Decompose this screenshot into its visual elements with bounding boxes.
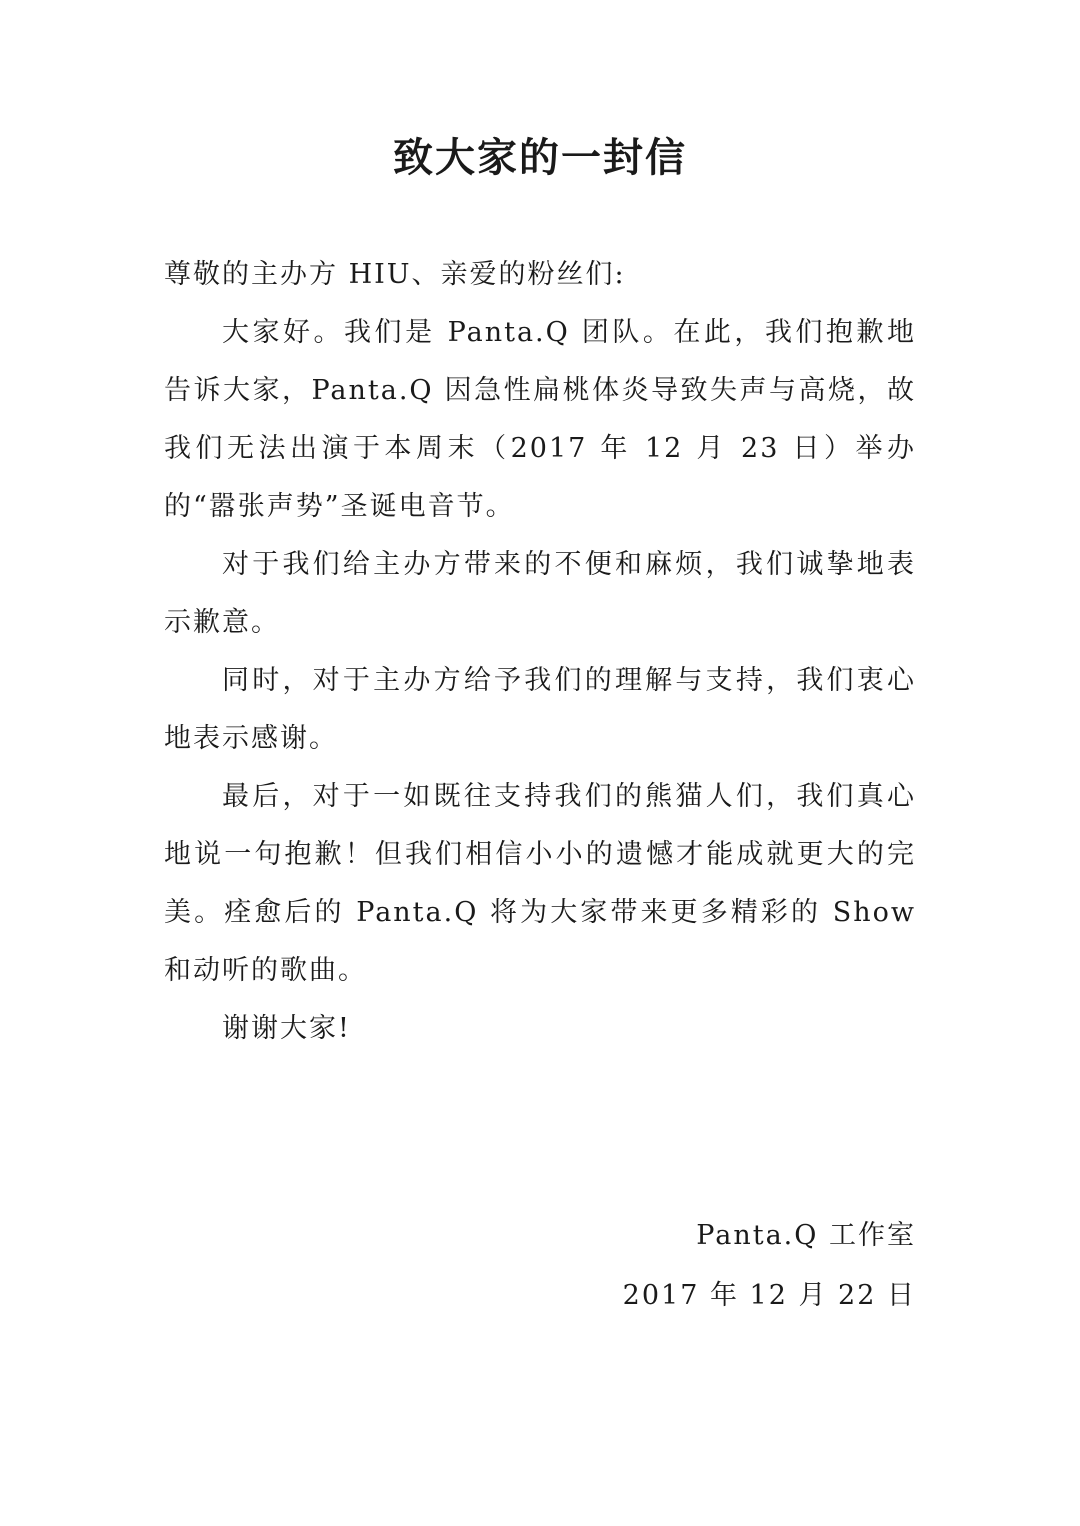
paragraph-closing: 谢谢大家! xyxy=(222,1013,351,1044)
page-title: 致大家的一封信 xyxy=(393,135,687,181)
signature-date: 2017 年 12 月 22 日 xyxy=(622,1280,916,1311)
signature-block xyxy=(623,1206,916,1326)
paragraph-fans: 最后，对于一如既往支持我们的熊猫人们，我们真心地说一句抱歉！但我们相信小小的遗憾才能成就更大的完美。痊愈后的 Panta.Q 将为大家带来更多精彩的 Show 和动听的歌曲。 xyxy=(164,781,916,986)
letter-body xyxy=(164,246,916,1058)
signature-sender: Panta.Q 工作室 xyxy=(696,1220,916,1251)
paragraph-apology: 对于我们给主办方带来的不便和麻烦，我们诚挚地表示歉意。 xyxy=(164,549,916,638)
greeting: 尊敬的主办方 HIU、亲爱的粉丝们: xyxy=(164,259,626,290)
paragraph-announcement: 大家好。我们是 Panta.Q 团队。在此，我们抱歉地告诉大家，Panta.Q 因急性扁桃体炎导致失声与高烧，故我们无法出演于本周末（2017 年 12 月 23 日）举办的“嚣张声势”圣诞电音节。 xyxy=(164,317,916,522)
paragraph-thanks: 同时，对于主办方给予我们的理解与支持，我们衷心地表示感谢。 xyxy=(164,665,916,754)
